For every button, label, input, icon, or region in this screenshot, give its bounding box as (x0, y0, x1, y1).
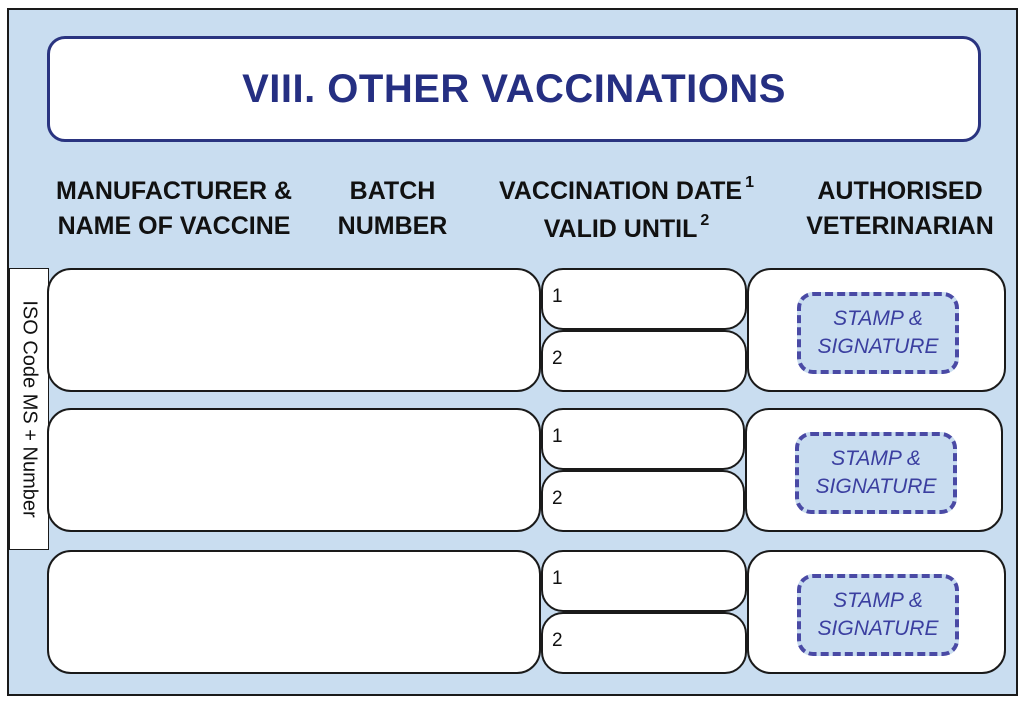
date-label: 2 (552, 348, 563, 369)
stamp-line2: SIGNATURE (817, 335, 939, 358)
stamp-line1: STAMP & (831, 447, 921, 470)
vaccination-date-field[interactable] (541, 550, 747, 612)
veterinarian-field[interactable] (747, 550, 1006, 674)
header-vet-line1: AUTHORISED (817, 177, 983, 205)
stamp-signature-box (797, 292, 959, 374)
stamp-line2: SIGNATURE (817, 617, 939, 640)
vaccine-entry-field[interactable] (47, 408, 541, 532)
date-label: 1 (552, 426, 563, 447)
iso-code-tab (9, 268, 49, 550)
stamp-signature-box (795, 432, 957, 514)
vaccination-date-field[interactable] (541, 268, 747, 330)
header-batch (325, 174, 460, 244)
vaccination-page (7, 8, 1018, 696)
header-vacc-date-sup: 1 (745, 174, 754, 191)
header-veterinarian (787, 174, 1013, 244)
valid-until-field[interactable] (541, 470, 745, 532)
vaccine-entry-field[interactable] (47, 268, 541, 392)
date-label: 2 (552, 488, 563, 509)
stamp-line1: STAMP & (833, 589, 923, 612)
header-valid-until-sup: 2 (700, 212, 710, 229)
stamp-line2: SIGNATURE (815, 475, 937, 498)
iso-code-label: ISO Code MS + Number (18, 300, 41, 518)
vaccination-date-field[interactable] (541, 408, 745, 470)
stamp-line1: STAMP & (833, 307, 923, 330)
header-vaccination-date (474, 174, 779, 250)
date-label: 1 (552, 286, 563, 307)
header-vet-line2: VETERINARIAN (806, 212, 994, 240)
title-box (47, 36, 981, 142)
header-manufacturer (34, 174, 314, 244)
valid-until-field[interactable] (541, 612, 747, 674)
header-valid-until: VALID UNTIL (543, 215, 698, 243)
header-batch-line2: NUMBER (337, 212, 448, 240)
vaccine-entry-field[interactable] (47, 550, 541, 674)
date-label: 2 (552, 630, 563, 651)
date-label: 1 (552, 568, 563, 589)
veterinarian-field[interactable] (747, 268, 1006, 392)
header-batch-line1: BATCH (349, 177, 436, 205)
stamp-signature-box (797, 574, 959, 656)
header-vacc-date: VACCINATION DATE (499, 177, 743, 205)
header-manufacturer-line1: MANUFACTURER & (55, 177, 293, 205)
veterinarian-field[interactable] (745, 408, 1003, 532)
header-manufacturer-line2: NAME OF VACCINE (57, 212, 291, 240)
page-title: VIII. OTHER VACCINATIONS (242, 66, 786, 111)
valid-until-field[interactable] (541, 330, 747, 392)
